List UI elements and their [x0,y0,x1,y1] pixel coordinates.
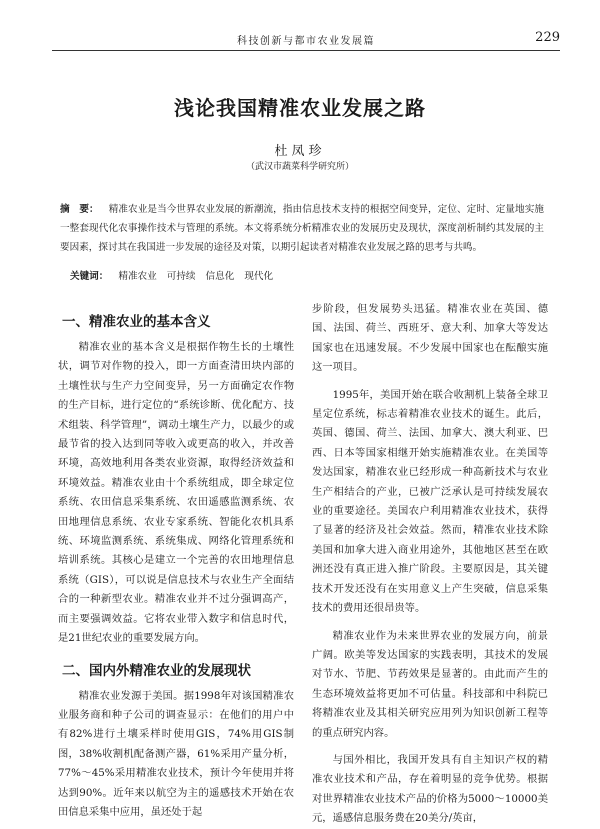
author-affiliation: （武汉市蔬菜科学研究所） [245,162,354,172]
paper-title: 浅论我国精准农业发展之路 [174,96,426,120]
body-paragraph: 精准农业发源于美国。据1998年对该国精准农业服务商和种子公司的调查显示：在他们的用户中有82%进行土壤采样时使用GIS，74%用GIS制图，38%收割机配备测产器，61%采用产量分析，77%～45%采用精准农业技术，预计今年使用并将达到90%。近年来以航空为主的遥感技术开始在农田信息采集中应用，虽还处于起 [58,689,294,818]
right-column [312,300,548,829]
body-paragraph: 精准农业作为未来世界农业的发展方向，前景广阔。欧美等发达国家的实践表明，其技术的发展对节水、节肥、节药效果是显著的。由此而产生的生态环境效益将更加不可估量。科技部和中科院已将精准农业及其相关研究应用列为知识创新工程等的重点研究内容。 [312,629,548,739]
body-paragraph: 步阶段，但发展势头迅猛。精准农业在英国、德国、法国、荷兰、西班牙、意大利、加拿大等发达国家也在迅速发展。不少发展中国家也在酝酿实施这一项目。 [312,303,548,374]
keyword: 现代化 [244,271,274,282]
keywords [70,267,544,286]
keyword: 精准农业 [118,271,157,282]
page-number: 229 [535,30,560,45]
body-paragraph: 与国外相比，我国开发具有自主知识产权的精准农业技术和产品，存在着明显的竞争优势。根据对世界精准农业技术产品的价格为5000～10000美元，遥感信息服务费在20美分/英亩， [312,753,548,825]
left-column [58,300,294,822]
keyword: 信息化 [205,271,235,282]
abstract-text: 精准农业是当今世界农业发展的新潮流，指由信息技术支持的根据空间变异，定位、定时、定量地实施一整套现代化农事操作技术与管理的系统。本文将系统分析精准农业的发展历史及现状，深度剖析制约其发展的主要因素，探讨其在我国进一步发展的途径及对策，以期引起读者对精准农业发展之路的思考与共鸣。 [60,204,545,253]
body-paragraph: 1995年，美国开始在联合收割机上装备全球卫星定位系统，标志着精准农业技术的诞生。此后，英国、德国、荷兰、法国、加拿大、澳大利亚、巴西、日本等国家相继开始实施精准农业。在美国等发达国家，精准农业已经形成一种高新技术与农业生产相结合的产业，已被广泛承认是可持续发展农业的重要途径。美国农户利用精准农业技术，获得了显著的经济及社会效益。然而，精准农业技术除美国和加拿大进入商业用途外，其他地区甚至在欧洲还没有真正进入推广阶段。主要原因是，其关键技术开发还没有在实用意义上产生突破，信息采集技术的费用还很昂贵等。 [312,388,548,615]
abstract [60,200,544,257]
keywords-label: 关键词： [70,271,109,282]
page-header [52,28,560,51]
body-paragraph: 精准农业的基本含义是根据作物生长的土壤性状，调节对作物的投入，即一方面查清田块内部的土壤性状与生产力空间变异，另一方面确定农作物的生产目标，进行定位的“系统诊断、优化配方、技术组装、科学管理”，调动土壤生产力，以最少的或最节省的投入达到同等收入或更高的收入，并改善环境，高效地利用各类农业资源，取得经济效益和环境效益。精准农业由十个系统组成，即全球定位系统、农田信息采集系统、农田遥感监测系统、农田地理信息系统、农业专家系统、智能化农机具系统、环境监测系统、系统集成、网络化管理系统和培训系统。其核心是建立一个完善的农田地理信息系统（GIS），可以说是信息技术与农业生产全面结合的一种新型农业。精准农业并不过分强调高产，而主要强调效益。它将农业带入数字和信息时代，是21世纪农业的重要发展方向。 [58,341,294,645]
running-title: 科技创新与都市农业发展篇 [237,36,375,47]
section-heading-1: 一、精准农业的基本含义 [62,314,211,330]
section-heading-2: 二、国内外精准农业的发展现状 [62,662,251,679]
keyword: 可持续 [166,271,196,282]
author-name: 杜凤珍 [274,144,326,159]
abstract-label: 摘 要： [60,204,99,215]
